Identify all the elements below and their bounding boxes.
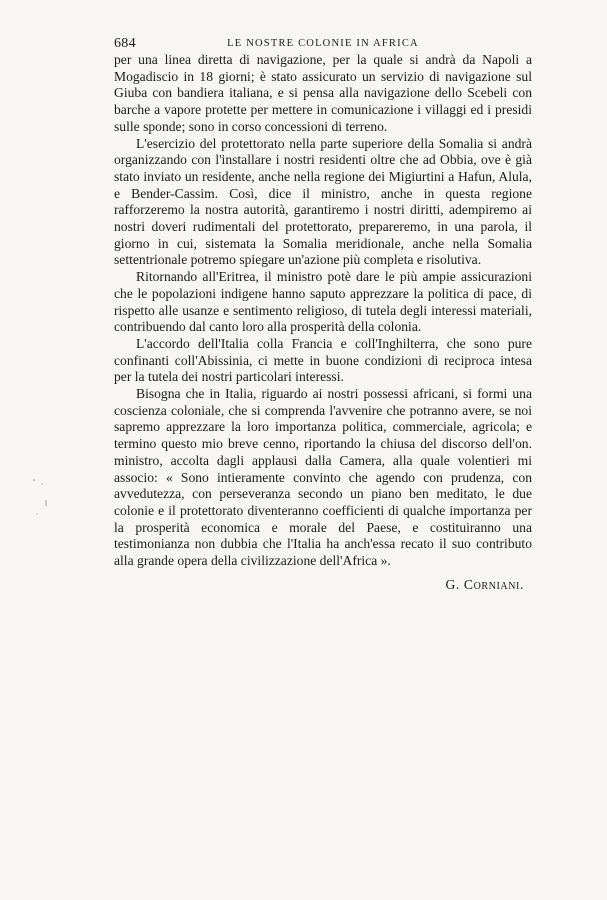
body-text	[114, 52, 532, 570]
signature-initial: G.	[445, 577, 460, 592]
paragraph-eritrea: Ritornando all'Eritrea, il ministro potè dare le più ampie assicurazioni che le popolazioni indigene hanno saputo apprezzare la politica di pace, di rispetto alle usanze e sentimento religioso, di tutela degli interessi materiali, contribuendo dal canto loro alla prosperità della colonia.	[114, 269, 532, 335]
signature-surname: Corniani.	[463, 577, 524, 592]
margin-specks	[28, 470, 58, 530]
paragraph-protectorate: L'esercizio del protettorato nella parte superiore della Somalia si andrà organizzando con l'installare i nostri residenti oltre che ad Obbia, ove è già stato inviato un residente, anche nella regione dei Migiurtini a Hafun, Alula, e Bender-Cassim. Così, dice il ministro, anche in questa regione rafforzeremo la nostra autorità, garantiremo i nostri diritti, adempiremo ai nostri doveri rudimentali del protettorato, prepareremo, in una parola, il giorno in cui, sistemata la Somalia meridionale, anche nella Somalia settentrionale potremo spiegare un'azione più completa e risolutiva.	[114, 135, 532, 268]
paragraph-accord: L'accordo dell'Italia colla Francia e coll'Inghilterra, che sono pure confinanti coll'Abissinia, ci mette in buone condizioni di reciproca intesa per la tutela dei nostri particolari interessi.	[114, 335, 532, 385]
running-head: LE NOSTRE COLONIE IN AFRICA	[227, 38, 419, 49]
paragraph-colonial-conscience: Bisogna che in Italia, riguardo ai nostri possessi africani, si formi una coscienza coloniale, che si comprenda l'avvenire che potranno avere, se noi sapremo apprezzare la loro importanza politica, commerciale, agricola; e termino questo mio breve cenno, riportando la chiusa del discorso dell'on. ministro, accolta dagli applausi dalla Camera, alla quale volentieri mi associo: « Sono intieramente convinto che agendo con prudenza, con avvedutezza, con perseveranza secondo un piano ben meditato, le due colonie e il protettorato diventeranno coefficienti di qualche importanza per la prosperità economica e morale del Paese, e costituiranno una testimonianza non dubbia che l'Italia ha anch'essa recato il suo contributo alla grande opera della civilizzazione dell'Africa ».	[114, 386, 532, 569]
author-signature	[445, 577, 524, 593]
page-number: 684	[114, 36, 136, 51]
paragraph-navigation: per una linea diretta di navigazione, per la quale si andrà da Napoli a Mogadiscio in 18 giorni; è stato assicurato un servizio di navigazione sul Giuba con bandiera italiana, e si pensa alla navigazione dello Scebeli con barche a vapore protette per mettere in comunicazione i villaggi ed i presidi sulle sponde; sono in corso concessioni di terreno.	[114, 52, 532, 134]
